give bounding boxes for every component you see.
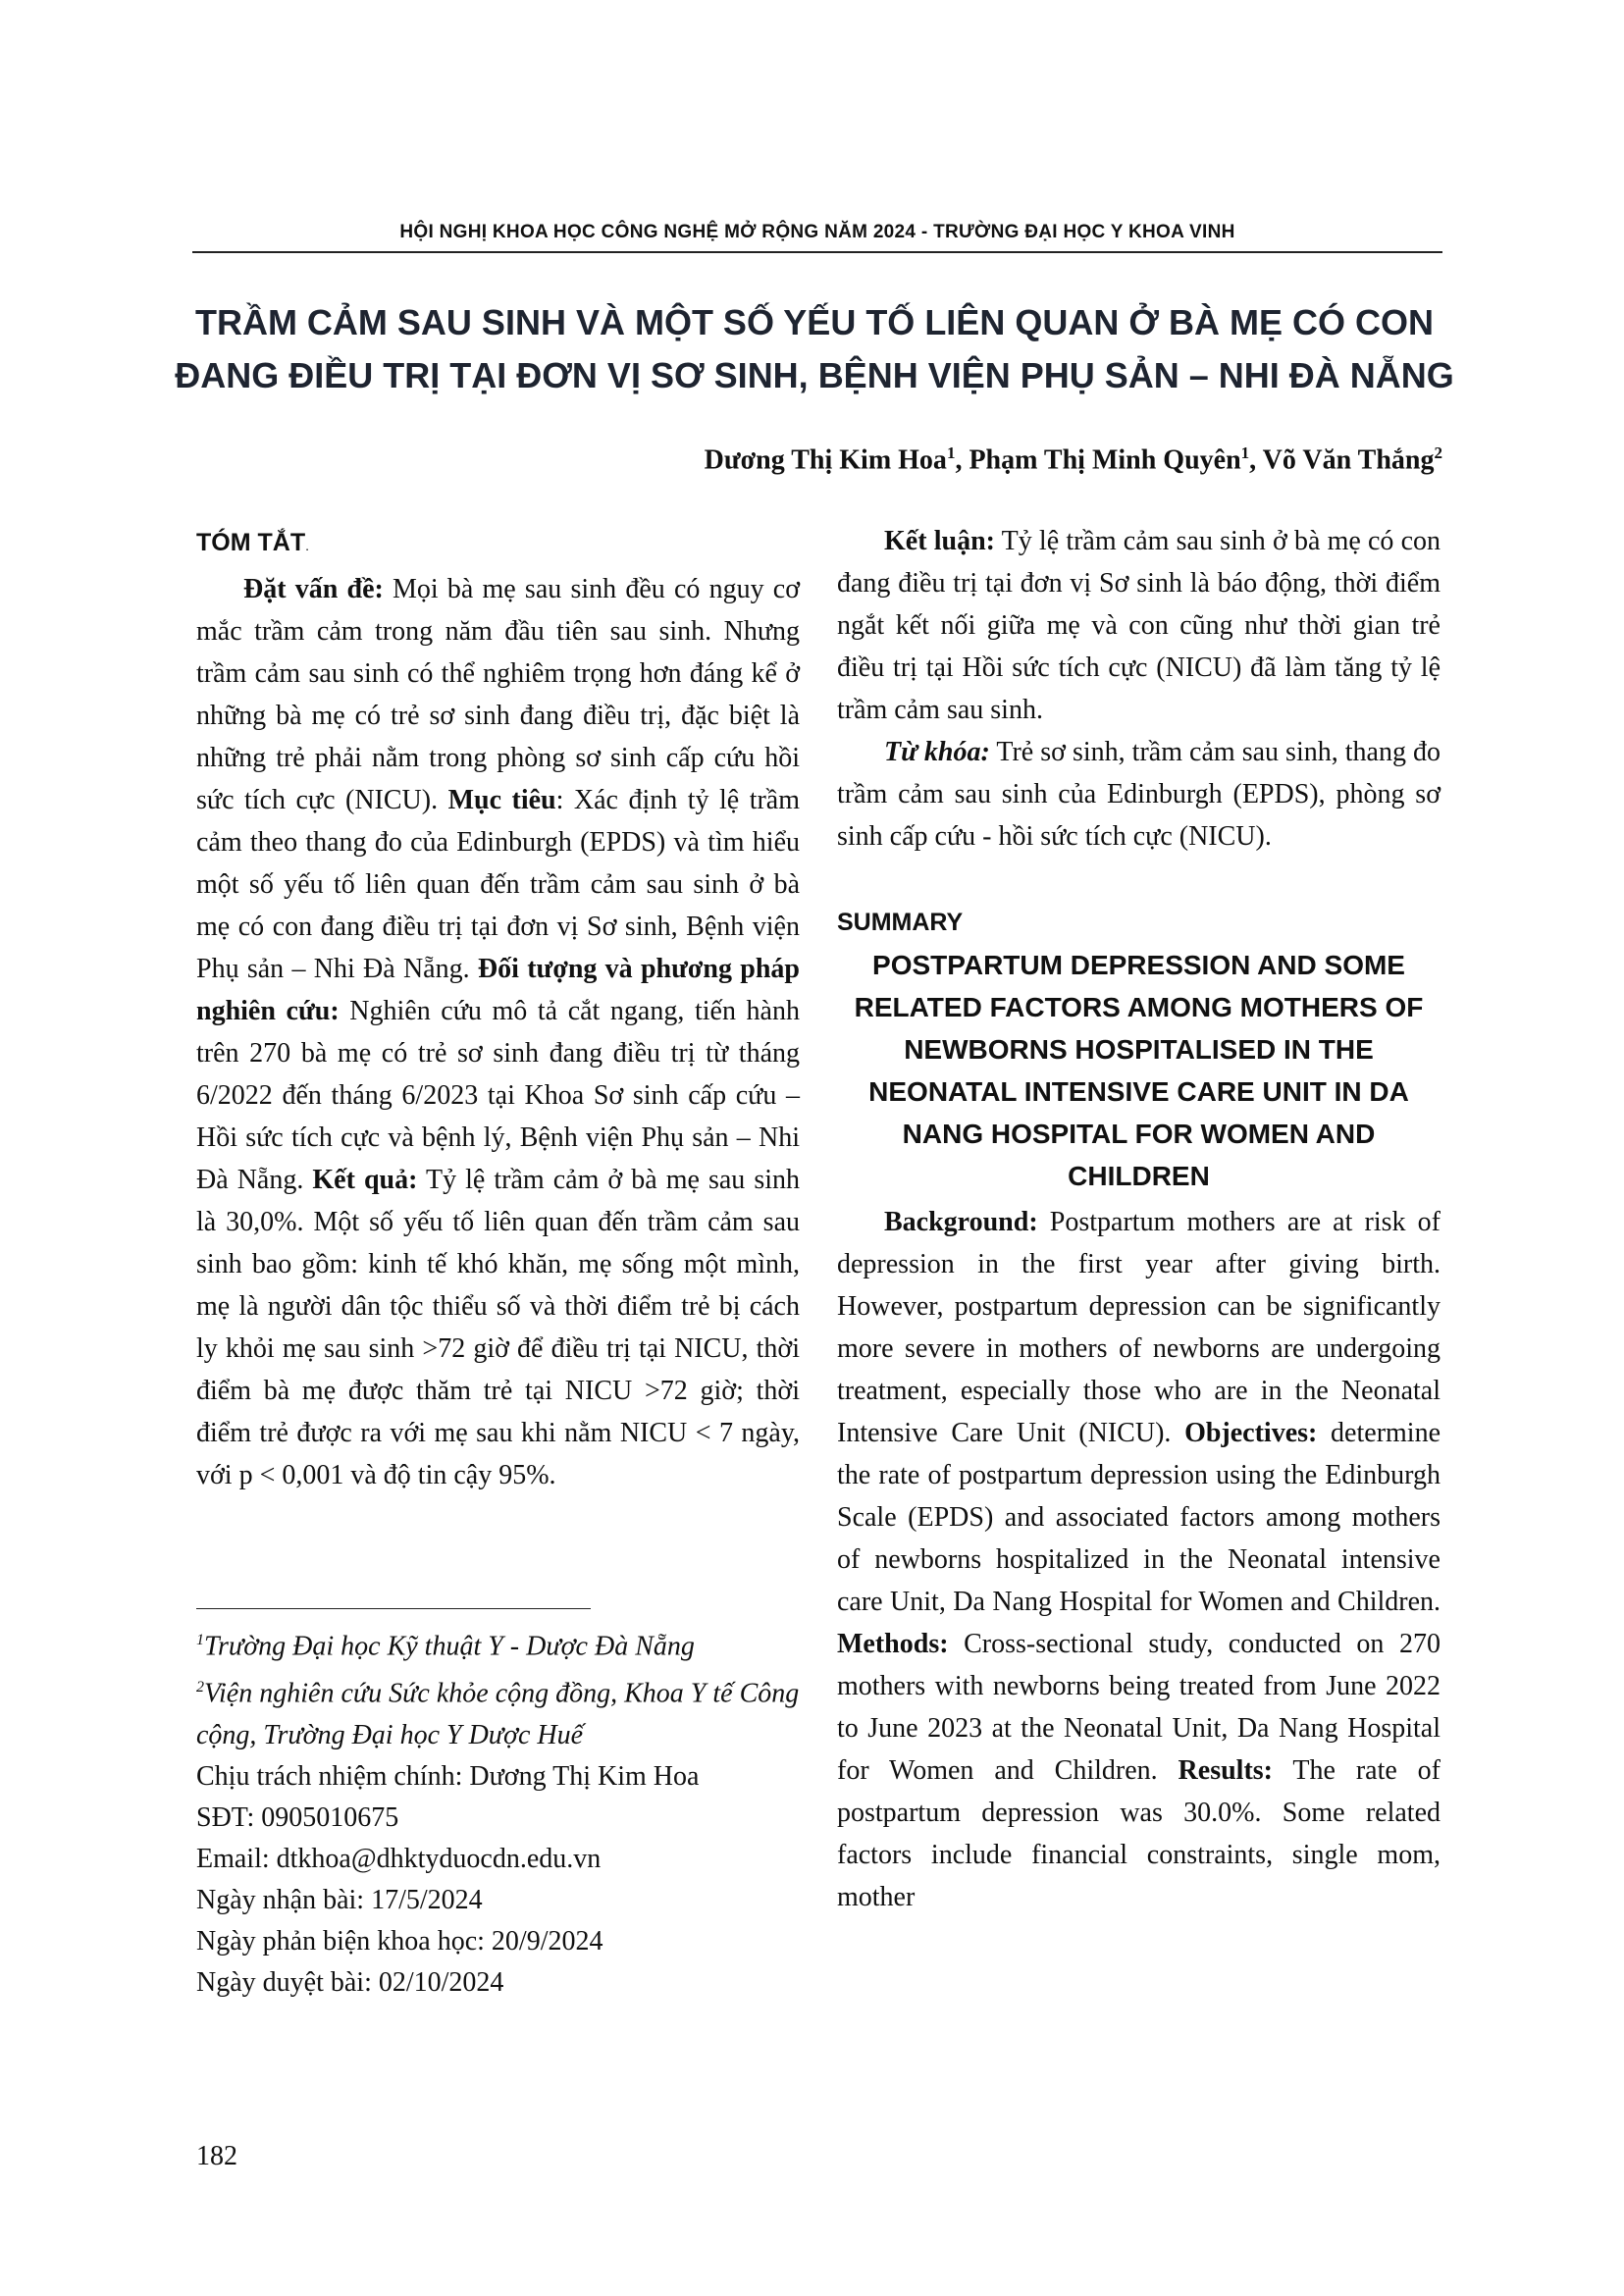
affiliation-1: $^1$Trường Đại học Kỹ thuật Y - Dược Đà Nẵng	[196, 1631, 695, 1662]
summary-paragraph	[837, 1201, 1441, 1918]
paper-title-line-1: TRẦM CẢM SAU SINH VÀ MỘT SỐ YẾU TỐ LIÊN QUAN Ở BÀ MẸ CÓ CON	[194, 302, 1435, 342]
conclusion-paragraph	[837, 520, 1441, 731]
author-3: Võ Văn Thắng	[1262, 444, 1435, 476]
en-background-text: Postpartum mothers are at risk of depression in the first year after giving birth. However, postpartum depression can be significantly more severe in mothers of newborns are undergoing treatment, especially those who are in the Neonatal Intensive Care Unit (NICU).	[837, 1207, 1441, 1448]
author-1-affiliation: 1	[946, 444, 956, 462]
en-objectives-label: Objectives:	[1184, 1418, 1318, 1448]
author-separator: ,	[955, 444, 969, 476]
summary-heading: SUMMARY	[837, 909, 964, 936]
keywords-label: Từ khóa:	[884, 737, 990, 767]
author-separator: ,	[1249, 444, 1263, 476]
paper-title-line-2: ĐANG ĐIỀU TRỊ TẠI ĐƠN VỊ SƠ SINH, BỆNH VIỆN PHỤ SẢN – NHI ĐÀ NẴNG	[175, 355, 1454, 395]
abstract-heading: TÓM TẮT.	[196, 529, 309, 556]
date-received: Ngày nhận bài: 17/5/2024	[196, 1884, 483, 1915]
en-background-label: Background:	[884, 1207, 1038, 1237]
en-objectives-text: determine the rate of postpartum depression using the Edinburgh Scale (EPDS) and associated factors among mothers of newborns hospitalized in the Neonatal intensive care Unit, Da Nang Hospital for Women and Children.	[837, 1418, 1441, 1617]
methods-label: Đối tượng và phương pháp nghiên cứu:	[196, 954, 800, 1026]
english-title: POSTPARTUM DEPRESSION AND SOME RELATED FACTORS AMONG MOTHERS OF NEWBORNS HOSPITALISED IN THE NEONATAL INTENSIVE CARE UNIT IN DA NANG HOSPITAL FOR WOMEN AND CHILDREN	[854, 950, 1424, 1191]
author-2-affiliation: 1	[1240, 444, 1250, 462]
email-address: Email: dtkhoa@dhktyduocdn.edu.vn	[196, 1843, 602, 1874]
date-reviewed: Ngày phản biện khoa học: 20/9/2024	[196, 1925, 603, 1957]
author-1: Dương Thị Kim Hoa	[704, 444, 947, 476]
conclusion-label: Kết luận:	[884, 526, 995, 556]
methods-text: Nghiên cứu mô tả cắt ngang, tiến hành trên 270 bà mẹ có trẻ sơ sinh đang điều trị từ tháng 6/2022 đến tháng 6/2023 tại Khoa Sơ sinh cấp cứu – Hồi sức tích cực và bệnh lý, Bệnh viện Phụ sản – Nhi Đà Nẵng.	[196, 996, 800, 1195]
affiliation-2: $^2$Viện nghiên cứu Sức khỏe cộng đồng, Khoa Y tế Công cộng, Trường Đại học Y Dược Huế	[196, 1678, 800, 1750]
left-column	[196, 520, 800, 1496]
abstract-paragraph	[196, 568, 800, 1496]
en-methods-label: Methods:	[837, 1629, 949, 1659]
author-3-affiliation: 2	[1434, 444, 1442, 462]
page-number: 182	[196, 2141, 237, 2171]
header-rule	[192, 251, 1442, 253]
corresponding-author: Chịu trách nhiệm chính: Dương Thị Kim Hoa	[196, 1760, 700, 1792]
phone-number: SĐT: 0905010675	[196, 1801, 399, 1833]
footnotes	[196, 1620, 805, 2004]
keywords-text: Trẻ sơ sinh, trầm cảm sau sinh, thang đo trầm cảm sau sinh của Edinburgh (EPDS), phòng sơ sinh cấp cứu - hồi sức tích cực (NICU).	[837, 737, 1441, 852]
background-text: Mọi bà mẹ sau sinh đều có nguy cơ mắc trầm cảm trong năm đầu tiên sau sinh. Nhưng trầm cảm sau sinh có thể nghiêm trọng hơn đáng kể ở những bà mẹ có trẻ sơ sinh đang điều trị, đặc biệt là những trẻ phải nằm trong phòng sơ sinh cấp cứu hồi sức tích cực (NICU).	[196, 574, 800, 815]
running-header: HỘI NGHỊ KHOA HỌC CÔNG NGHỆ MỞ RỘNG NĂM 2024 - TRƯỜNG ĐẠI HỌC Y KHOA VINH	[399, 222, 1235, 242]
author-2: Phạm Thị Minh Quyên	[969, 444, 1241, 476]
conclusion-text: Tỷ lệ trầm cảm sau sinh ở bà mẹ có con đang điều trị tại đơn vị Sơ sinh là báo động, thời điểm ngắt kết nối giữa mẹ và con cũng như thời gian trẻ điều trị tại Hồi sức tích cực (NICU) đã làm tăng tỷ lệ trầm cảm sau sinh.	[837, 526, 1441, 725]
paper-title	[147, 296, 1482, 402]
footnote-rule	[196, 1608, 591, 1609]
en-results-text: The rate of postpartum depression was 30.0%. Some related factors include financial constraints, single mom, mother	[837, 1755, 1441, 1912]
right-column	[837, 520, 1441, 1918]
en-results-label: Results:	[1178, 1755, 1273, 1786]
objective-label: Mục tiêu	[447, 785, 556, 815]
author-list	[705, 444, 1442, 476]
objective-text: : Xác định tỷ lệ trầm cảm theo thang đo của Edinburgh (EPDS) và tìm hiểu một số yếu tố liên quan đến trầm cảm sau sinh ở bà mẹ có con đang điều trị tại đơn vị Sơ sinh, Bệnh viện Phụ sản – Nhi Đà Nẵng.	[196, 785, 801, 984]
en-methods-text: Cross-sectional study, conducted on 270 mothers with newborns being treated from June 2022 to June 2023 at the Neonatal Unit, Da Nang Hospital for Women and Children.	[837, 1629, 1441, 1786]
keywords-paragraph	[837, 731, 1441, 858]
background-label: Đặt vấn đề:	[243, 574, 384, 604]
results-text: Tỷ lệ trầm cảm ở bà mẹ sau sinh là 30,0%. Một số yếu tố liên quan đến trầm cảm sau sinh bao gồm: kinh tế khó khăn, mẹ sống một mình, mẹ là người dân tộc thiểu số và thời điểm trẻ bị cách ly khỏi mẹ sau sinh >72 giờ để điều trị tại NICU, thời điểm bà mẹ được thăm trẻ tại NICU >72 giờ; thời điểm trẻ được ra với mẹ sau khi nằm NICU < 7 ngày, với p < 0,001 và độ tin cậy 95%.	[196, 1165, 801, 1490]
results-label: Kết quả:	[312, 1165, 418, 1195]
date-accepted: Ngày duyệt bài: 02/10/2024	[196, 1966, 504, 1998]
